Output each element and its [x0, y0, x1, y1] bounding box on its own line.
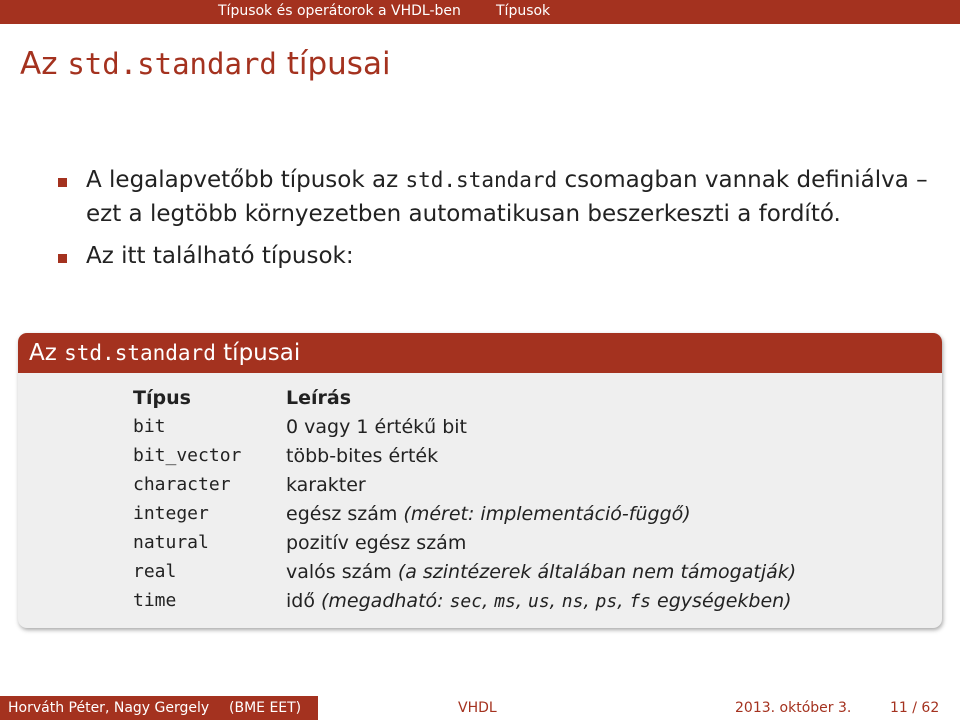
column-header-description: Leírás: [286, 386, 352, 409]
footer-authors: Horváth Péter, Nagy Gergely: [8, 700, 210, 716]
type-name: character: [133, 474, 231, 495]
type-description-cell: [286, 557, 796, 586]
nav-subsection-link[interactable]: Típusok: [496, 3, 551, 19]
type-description: egész szám: [286, 502, 398, 525]
unit-separator: ,: [482, 589, 495, 612]
navigation-bar: [0, 0, 960, 24]
type-note-close: egységekben): [651, 589, 792, 612]
type-note-open: (megadható:: [321, 589, 450, 612]
column-header-type: Típus: [133, 386, 191, 409]
type-name: time: [133, 590, 177, 611]
slide-title-suffix: típusai: [276, 46, 391, 82]
time-unit: ms: [494, 590, 516, 612]
types-block: [18, 333, 942, 628]
time-unit: sec: [449, 590, 483, 612]
bullet-item: [58, 239, 928, 273]
type-description: idő: [286, 589, 315, 612]
footer-short-title: VHDL: [458, 700, 497, 716]
slide-title: [20, 44, 391, 84]
type-note: (méret: implementáció-függő): [403, 502, 691, 525]
table-row: [133, 586, 796, 615]
time-unit: ns: [561, 590, 584, 612]
bullet-item: [58, 163, 928, 231]
type-description: 0 vagy 1 értékű bit: [286, 415, 468, 438]
nav-section-link[interactable]: Típusok és operátorok a VHDL-ben: [218, 3, 461, 19]
type-description: több-bites érték: [286, 444, 439, 467]
bullet-list: [58, 163, 928, 273]
unit-separator: ,: [617, 589, 630, 612]
types-table: [133, 383, 796, 615]
type-name: real: [133, 561, 177, 582]
time-unit: fs: [629, 590, 652, 612]
bullet-code: std.standard: [405, 168, 558, 192]
type-description: valós szám: [286, 560, 392, 583]
table-row: [133, 441, 796, 470]
block-title: [18, 333, 942, 373]
unit-separator: ,: [515, 589, 528, 612]
table-row: [133, 470, 796, 499]
type-description-cell: [286, 586, 796, 615]
type-description-cell: [286, 499, 796, 528]
type-name: integer: [133, 503, 209, 524]
footer-date-box: [640, 696, 960, 720]
unit-separator: ,: [583, 589, 596, 612]
footer-date: 2013. október 3.: [735, 700, 852, 716]
footer-author-box: [0, 696, 318, 720]
bullet-text: A legalapvetőbb típusok az: [86, 167, 406, 193]
table-row: [133, 499, 796, 528]
footer-bar: [0, 696, 960, 720]
time-unit: ps: [595, 590, 618, 612]
bullet-text: Az itt található típusok:: [86, 243, 354, 269]
block-title-text: Az: [29, 340, 65, 366]
type-name: bit_vector: [133, 445, 242, 466]
table-row: [133, 557, 796, 586]
footer-page-number: 11 / 62: [890, 700, 940, 716]
block-title-code: std.standard: [64, 341, 216, 365]
type-name: natural: [133, 532, 209, 553]
type-name: bit: [133, 416, 166, 437]
type-description: karakter: [286, 473, 366, 496]
bullet-square-icon: [58, 254, 67, 263]
bullet-square-icon: [58, 178, 67, 187]
footer-institute: (BME EET): [229, 700, 302, 716]
block-title-suffix: típusai: [215, 340, 301, 366]
table-header-row: [133, 383, 796, 412]
slide-title-text: Az: [20, 46, 68, 82]
type-description: pozitív egész szám: [286, 531, 467, 554]
table-row: [133, 528, 796, 557]
slide-title-code: std.standard: [67, 47, 277, 81]
footer-title-box: [318, 696, 640, 720]
time-unit: us: [527, 590, 550, 612]
type-note: (a szintézerek általában nem támogatják): [397, 560, 797, 583]
unit-separator: ,: [549, 589, 562, 612]
table-row: [133, 412, 796, 441]
bullet-text: csomagban vannak definiálva – ezt a legtöbb környezetben automatikusan beszerkeszti a fordító.: [86, 167, 928, 227]
